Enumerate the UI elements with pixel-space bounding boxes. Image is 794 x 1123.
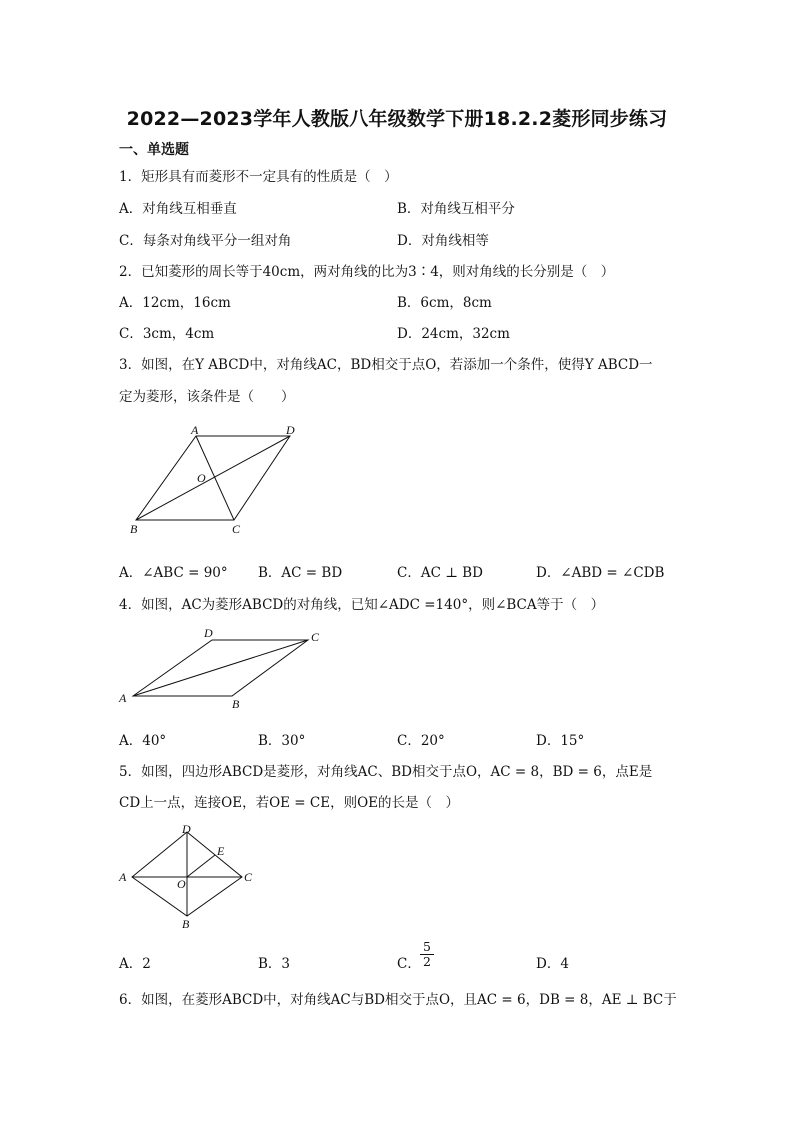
q5-stem-line2: CD上一点，连接OE，若OE = CE，则OE的长是（ ）: [119, 795, 459, 811]
q5-label-e: E: [217, 844, 225, 858]
q4-option-a[interactable]: A．40°: [119, 733, 167, 749]
q4-option-d[interactable]: D．15°: [536, 733, 585, 749]
q3-stem-line2: 定为菱形，该条件是（ ）: [119, 389, 295, 405]
q3-option-c[interactable]: C．AC ⊥ BD: [397, 565, 483, 581]
q3-label-b: B: [130, 522, 138, 536]
q2-option-c[interactable]: C．3cm，4cm: [119, 326, 215, 342]
q4-option-b[interactable]: B．30°: [258, 733, 306, 749]
fraction-numerator: 5: [420, 940, 434, 955]
q5-option-c[interactable]: C．: [397, 956, 421, 972]
q3-option-b[interactable]: B．AC = BD: [258, 565, 343, 581]
q3-parallelogram-figure: [120, 420, 320, 540]
q5-stem-line1: 5．如图，四边形ABCD是菱形，对角线AC、BD相交于点O，AC = 8，BD = 6，点E是: [119, 764, 653, 780]
q5-label-b: B: [182, 917, 190, 931]
q5-option-d[interactable]: D．4: [536, 956, 569, 972]
fraction-denominator: 2: [423, 954, 431, 969]
q3-label-d: D: [286, 423, 295, 437]
q3-label-o: O: [197, 471, 206, 485]
q1-stem: 1．矩形具有而菱形不一定具有的性质是（ ）: [119, 169, 398, 185]
q5-rhombus-figure: [115, 822, 265, 932]
q4-label-a: A: [119, 691, 127, 705]
q1-option-c[interactable]: C．每条对角线平分一组对角: [119, 233, 292, 249]
q1-option-a[interactable]: A．对角线互相垂直: [119, 201, 237, 217]
q2-option-d[interactable]: D．24cm，32cm: [397, 326, 510, 342]
q1-option-d[interactable]: D．对角线相等: [397, 233, 489, 249]
q5-label-a: A: [119, 870, 127, 884]
section-heading: 一、单选题: [119, 142, 189, 158]
q4-stem: 4．如图，AC为菱形ABCD的对角线，已知∠ADC =140°，则∠BCA等于（ ）: [119, 597, 605, 613]
q2-option-b[interactable]: B．6cm，8cm: [397, 295, 492, 311]
q5-label-c: C: [244, 870, 253, 884]
q5-option-c-fraction: [420, 940, 434, 969]
page-title: 2022—2023学年人教版八年级数学下册18.2.2菱形同步练习: [126, 108, 668, 130]
q5-option-b[interactable]: B．3: [258, 956, 291, 972]
q6-stem-line1: 6．如图，在菱形ABCD中，对角线AC与BD相交于点O，且AC = 6，DB = 8，AE ⊥ BC于: [119, 992, 677, 1008]
q5-label-d: D: [182, 822, 191, 836]
q4-rhombus-figure: [115, 624, 335, 714]
q4-label-d: D: [204, 626, 213, 640]
q3-label-c: C: [232, 522, 241, 536]
q4-label-c: C: [311, 630, 320, 644]
q1-option-b[interactable]: B．对角线互相平分: [397, 201, 515, 217]
q2-stem: 2．已知菱形的周长等于40cm，两对角线的比为3∶4，则对角线的长分别是（ ）: [119, 264, 615, 280]
q3-label-a: A: [191, 423, 199, 437]
q5-label-o: O: [177, 877, 186, 891]
q4-option-c[interactable]: C．20°: [397, 733, 445, 749]
q3-option-d[interactable]: D．∠ABD = ∠CDB: [536, 565, 665, 581]
q4-label-b: B: [232, 697, 240, 711]
q2-option-a[interactable]: A．12cm，16cm: [119, 295, 231, 311]
q3-option-a[interactable]: A．∠ABC = 90°: [119, 565, 228, 581]
q5-option-a[interactable]: A．2: [119, 956, 151, 972]
q3-stem-line1: 3．如图，在Y ABCD中，对角线AC，BD相交于点O，若添加一个条件，使得Y ABCD一: [119, 357, 653, 373]
